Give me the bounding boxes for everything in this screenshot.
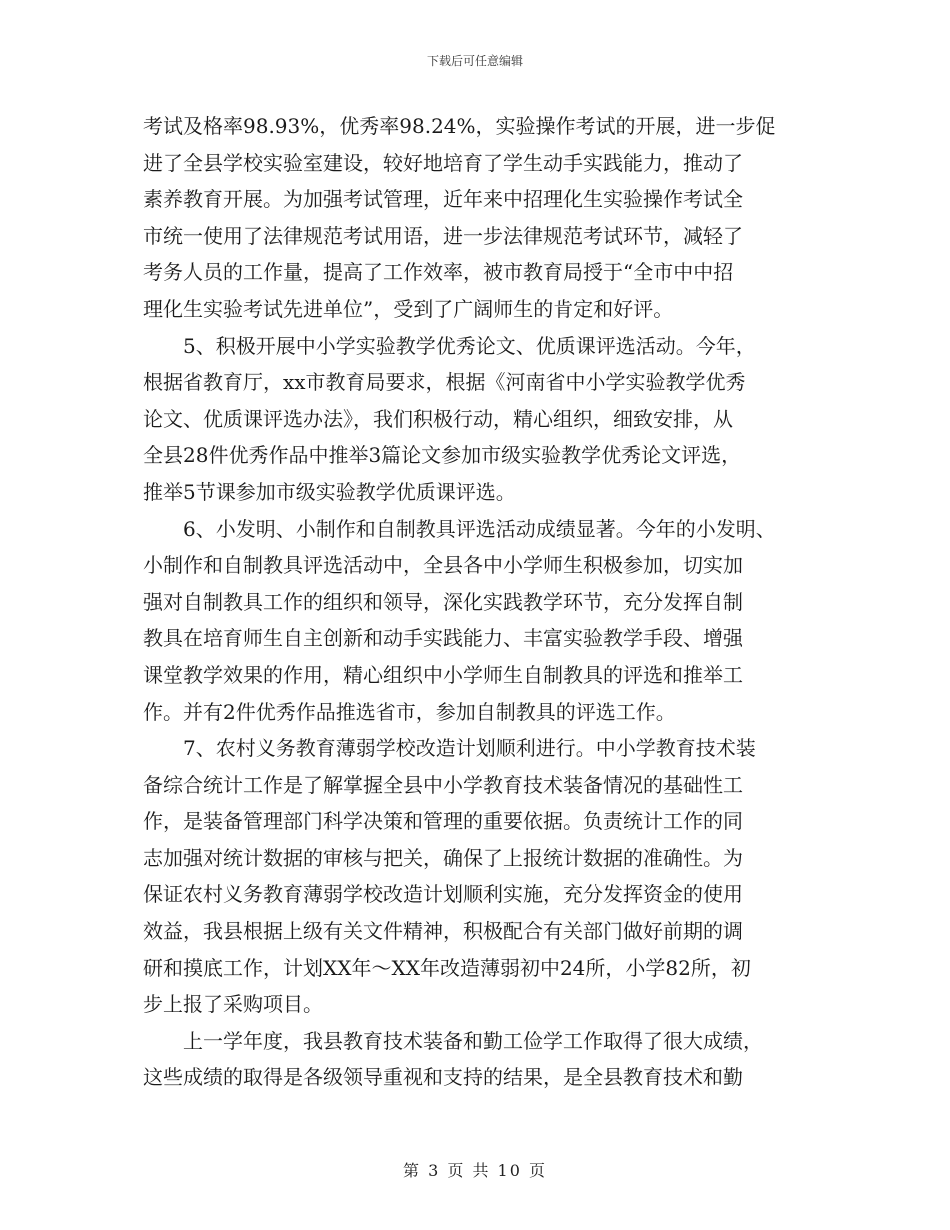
text-line: 保证农村义务教育薄弱学校改造计划顺利实施，充分发挥资金的使用 [143,882,743,907]
page-header: 下载后可任意编辑 [426,54,523,68]
text-line: 教具在培育师生自主创新和动手实践能力、丰富实验教学手段、增强 [143,626,743,651]
paragraph-start-line: 7、农村义务教育薄弱学校改造计划顺利进行。中小学教育技术装 [183,736,756,761]
text-line: 考试及格率98.93%，优秀率98.24%，实验操作考试的开展，进一步促 [143,114,776,138]
text-line: 效益，我县根据上级有关文件精神，积极配合有关部门做好前期的调 [143,919,743,944]
text-line: 考务人员的工作量，提高了工作效率，被市教育局授于“全市中中招 [143,260,734,285]
text-line: 备综合统计工作是了解掌握全县中小学教育技术装备情况的基础性工 [143,772,743,797]
text-line: 作，是装备管理部门科学决策和管理的重要依据。负责统计工作的同 [143,809,743,834]
text-line: 论文、优质课评选办法》，我们积极行动，精心组织，细致安排，从 [143,406,733,431]
page-number-footer: 第 3 页 共 10 页 [403,1161,547,1180]
paragraph-start-line: 上一学年度，我县教育技术装备和勤工俭学工作取得了很大成绩， [183,1028,763,1053]
text-line: 课堂教学效果的作用，精心组织中小学师生自制教具的评选和推举工 [143,662,743,687]
text-line: 市统一使用了法律规范考试用语，进一步法律规范考试环节，减轻了 [143,223,743,248]
paragraph-start-line: 6、小发明、小制作和自制教具评选活动成绩显著。今年的小发明、 [183,516,776,541]
text-line: 研和摸底工作，计划XX年～XX年改造薄弱初中24所，小学82所，初 [143,955,751,980]
text-line: 推举5节课参加市级实验教学优质课评选。 [143,479,516,504]
text-line: 强对自制教具工作的组织和领导，深化实践教学环节，充分发挥自制 [143,589,743,614]
paragraph-start-line: 5、积极开展中小学实验教学优秀论文、优质课评选活动。今年， [183,333,756,358]
document-body [143,108,813,1096]
text-line: 全县28件优秀作品中推举3篇论文参加市级实验教学优秀论文评选， [143,443,742,468]
text-line: 志加强对统计数据的审核与把关，确保了上报统计数据的准确性。为 [143,845,743,870]
text-line: 根据省教育厅，xx市教育局要求，根据《河南省中小学实验教学优秀 [143,370,746,395]
text-line: 理化生实验考试先进单位”，受到了广阔师生的肯定和好评。 [143,296,674,321]
text-line: 小制作和自制教具评选活动中，全县各中小学师生积极参加，切实加 [143,553,743,578]
text-line: 进了全县学校实验室建设，较好地培育了学生动手实践能力，推动了 [143,150,743,175]
text-line: 素养教育开展。为加强考试管理，近年来中招理化生实验操作考试全 [143,187,743,212]
text-line: 作。并有2件优秀作品推选省市，参加自制教具的评选工作。 [143,699,676,724]
text-line: 这些成绩的取得是各级领导重视和支持的结果，是全县教育技术和勤 [143,1065,743,1090]
text-line: 步上报了采购项目。 [143,992,323,1017]
